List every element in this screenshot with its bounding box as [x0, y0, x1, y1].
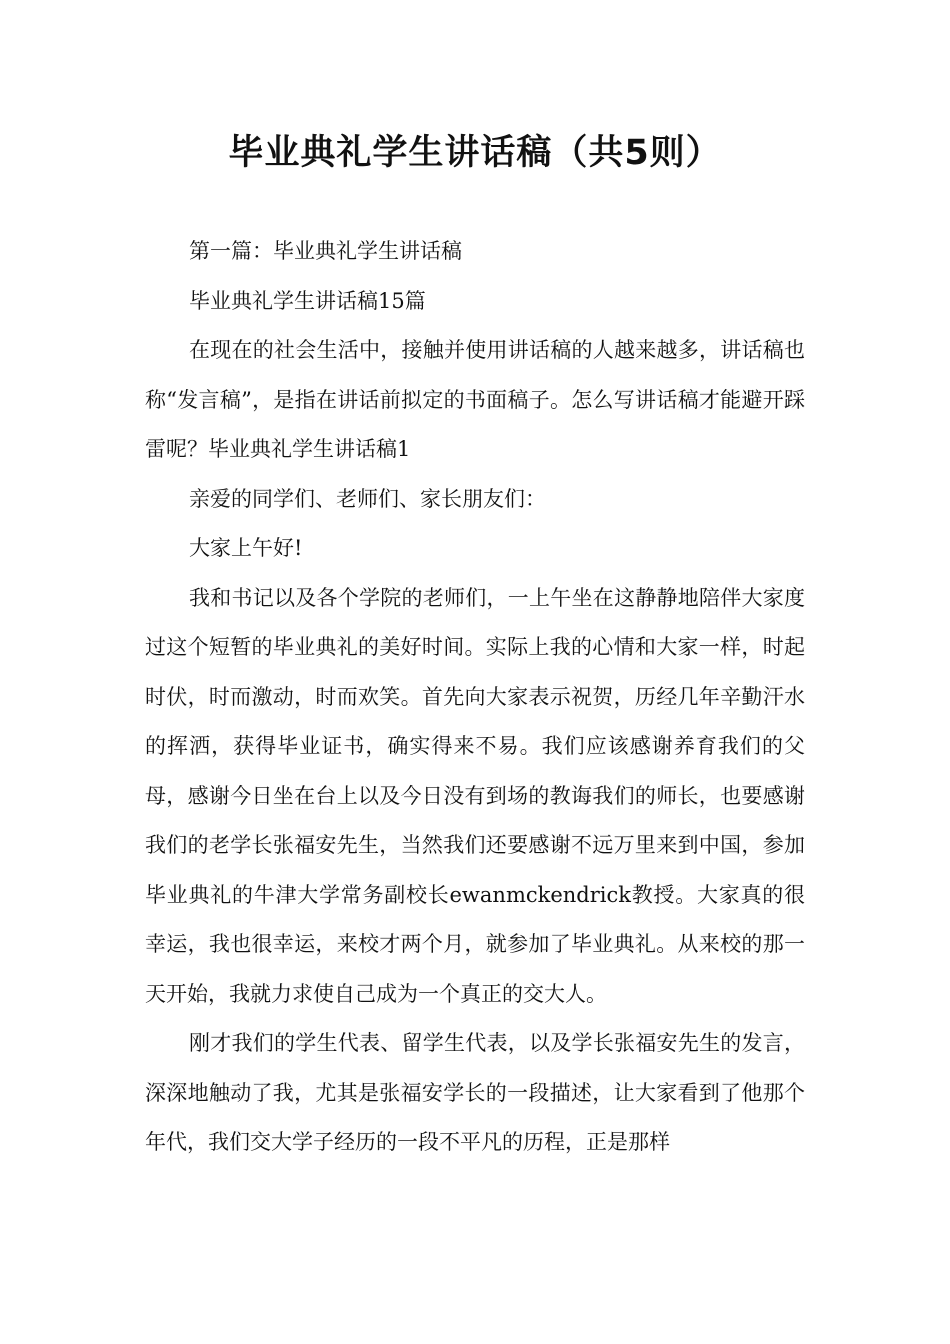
salutation: 亲爱的同学们、老师们、家长朋友们： [189, 486, 546, 511]
speech-paragraph: 我和书记以及各个学院的老师们，一上午坐在这静静地陪伴大家度过这个短暂的毕业典礼的美好时间。实际上我的心情和大家一样，时起时伏，时而激动，时而欢笑。首先向大家表示祝贺，历经几年辛勤汗水的挥洒，获得毕业证书，确实得来不易。我们应该感谢养育我们的父母，感谢今日坐在台上以及今日没有到场的教诲我们的师长，也要感谢我们的老学长张福安先生，当然我们还要感谢不远万里来到中国，参加毕业典礼的牛津大学常务副校长ewanmckendrick教授。大家真的很幸运，我也很幸运，来校才两个月，就参加了毕业典礼。从来校的那一天开始，我就力求使自己成为一个真正的交大人。 [145, 585, 805, 1006]
subheading: 毕业典礼学生讲话稿15篇 [189, 288, 426, 313]
speech-paragraph: 刚才我们的学生代表、留学生代表，以及学长张福安先生的发言，深深地触动了我，尤其是张福安学长的一段描述，让大家看到了他那个年代，我们交大学子经历的一段不平凡的历程，正是那样 [145, 1031, 805, 1154]
section-heading: 第一篇：毕业典礼学生讲话稿 [189, 239, 462, 263]
document-title: 毕业典礼学生讲话稿（共5则） [228, 133, 722, 173]
document-body [145, 227, 805, 1168]
greeting: 大家上午好! [189, 536, 303, 560]
intro-paragraph: 在现在的社会生活中，接触并使用讲话稿的人越来越多，讲话稿也称“发言稿”，是指在讲话前拟定的书面稿子。怎么写讲话稿才能避开踩雷呢？毕业典礼学生讲话稿1 [145, 338, 805, 461]
